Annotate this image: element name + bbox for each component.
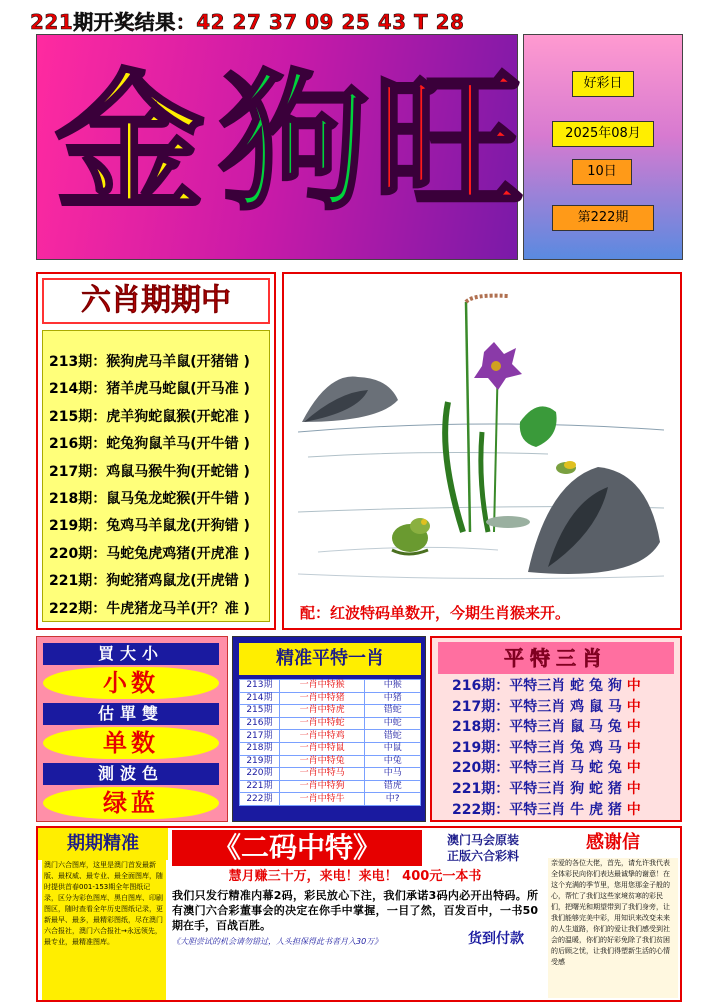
three-zodiac-panel xyxy=(430,636,682,822)
title-char-3: 旺 xyxy=(373,57,524,231)
promo-line: 慧月赚三十万，来电！来电！ 400元一本书 xyxy=(172,868,538,886)
table-row xyxy=(240,730,421,743)
table-row xyxy=(240,680,421,693)
result-cell: 错蛇 xyxy=(365,705,421,718)
list-item xyxy=(452,717,641,738)
table-row xyxy=(240,742,421,755)
title-char-1: 金 xyxy=(55,57,206,231)
promo-paragraph: 我们只发行精准内幕2码，彩民放心下注，我们承诺3码内必开出特码。所有澳门六合彩董事会的决定在你手中掌握，一目了然，百发百中，一书50期在手，百战百胜。 xyxy=(172,889,538,932)
one-zodiac-panel xyxy=(232,636,426,822)
thanks-text: 亲爱的各位大佬，首先，请允许我代表全体彩民向你们表达最诚挚的谢意！在这个充满的季节里，您用您那金子般的心，帮忙了我们这些家境贫寒的彩民们，把曙光和期望带到了我们身旁，让我们能够完美中彩，用知识来改变未来的人生道路，你们的爱让我们感受到社会的温暖，你们的好彩免除了我们贫困的后顾之忧，让我们得塑新生活的心情受感 xyxy=(548,858,678,998)
two-code-subtitle xyxy=(428,832,538,864)
promo-note: 《大胆尝试的机会请勿错过，人头担保得此书者月入30万》 xyxy=(172,937,383,946)
list-item: 222期：牛虎猪龙马羊(开？准 ) xyxy=(49,600,250,617)
hit-mark: 中 xyxy=(626,698,641,715)
table-row xyxy=(240,692,421,705)
issue-cell: 217期 xyxy=(240,730,280,743)
table-row xyxy=(240,717,421,730)
color-label: 測波色 xyxy=(43,763,219,785)
six-zodiac-panel xyxy=(36,272,276,630)
day-tag: 10日 xyxy=(572,159,632,185)
table-row xyxy=(240,755,421,768)
row-text: 218期：平特三肖 鼠 马 兔 xyxy=(452,719,622,736)
subtitle-line-2: 正版六合彩料 xyxy=(446,849,519,863)
size-answer: 小数 xyxy=(43,667,219,699)
color-answer: 绿蓝 xyxy=(43,787,219,819)
size-parity-color-panel xyxy=(36,636,228,822)
row-text: 219期：平特三肖 兔 鸡 马 xyxy=(452,739,622,756)
list-item: 217期：鸡鼠马猴牛狗(开蛇错 ) xyxy=(49,463,250,480)
title-banner xyxy=(36,34,524,260)
list-item: 220期：马蛇兔虎鸡猪(开虎准 ) xyxy=(49,545,250,562)
pick-cell: 一肖中特牛 xyxy=(279,793,365,806)
accurate-text: 澳门六合图库，这里是澳门首发最新版、最权威、最专业、最全面图库，随时提供首春001-153期全年图纸记录，区分为彩色图库、黑白图库、印刷图区，随时查看全年历史图纸记录，更新最早、最多，最精彩图纸，尽在澳门六合报社，澳门六合报社→永远领先，最专业，最精准图库。 xyxy=(42,860,166,1000)
issue-cell: 218期 xyxy=(240,742,280,755)
result-cell: 中蛇 xyxy=(365,717,421,730)
result-cell: 错蛇 xyxy=(365,730,421,743)
parity-label: 估單雙 xyxy=(43,703,219,725)
issue-cell: 219期 xyxy=(240,755,280,768)
table-row xyxy=(240,780,421,793)
hit-mark: 中 xyxy=(626,801,641,818)
issue-cell: 220期 xyxy=(240,768,280,781)
list-item: 215期：虎羊狗蛇鼠猴(开蛇准 ) xyxy=(49,408,250,425)
draw-result-text: 221期开奖结果：42 27 37 09 25 43 T 28 xyxy=(30,10,465,34)
lucky-day-tag: 好彩日 xyxy=(572,71,634,97)
one-zodiac-heading: 精准平特一肖 xyxy=(239,643,421,675)
issue-tag: 第222期 xyxy=(552,205,654,231)
pick-cell: 一肖中特蛇 xyxy=(279,717,365,730)
result-cell: 中? xyxy=(365,793,421,806)
subtitle-line-1: 澳门马会原装 xyxy=(446,833,519,847)
result-cell: 中鼠 xyxy=(365,742,421,755)
pick-cell: 一肖中特马 xyxy=(279,768,365,781)
list-item: 214期：猪羊虎马蛇鼠(开马准 ) xyxy=(49,381,250,398)
list-item: 219期：兔鸡马羊鼠龙(开狗错 ) xyxy=(49,518,250,535)
month-tag: 2025年08月 xyxy=(552,121,654,147)
three-zodiac-heading: 平特三肖 xyxy=(438,642,674,674)
issue-cell: 221期 xyxy=(240,780,280,793)
pick-cell: 一肖中特狗 xyxy=(279,780,365,793)
hit-mark: 中 xyxy=(626,719,641,736)
three-zodiac-list xyxy=(452,676,641,820)
result-cell: 中兔 xyxy=(365,755,421,768)
six-zodiac-heading: 六肖期期中 xyxy=(42,278,270,324)
one-zodiac-table xyxy=(239,679,421,806)
pick-cell: 一肖中特鸡 xyxy=(279,730,365,743)
picture-caption: 配：红波特码单数开，今期生肖猴来开。 xyxy=(300,604,571,622)
hit-mark: 中 xyxy=(626,739,641,756)
table-row xyxy=(240,768,421,781)
list-item xyxy=(452,676,641,697)
list-item: 216期：蛇兔狗鼠羊马(开牛错 ) xyxy=(49,436,250,453)
issue-cell: 214期 xyxy=(240,692,280,705)
title-char-2: 狗 xyxy=(219,57,370,231)
list-item: 213期：猴狗虎马羊鼠(开猪错 ) xyxy=(49,354,250,370)
issue-cell: 216期 xyxy=(240,717,280,730)
table-row xyxy=(240,793,421,806)
list-item xyxy=(452,800,641,821)
issue-cell: 213期 xyxy=(240,680,280,693)
two-code-title: 《二码中特》 xyxy=(172,830,422,866)
row-text: 220期：平特三肖 马 蛇 兔 xyxy=(452,760,622,777)
bottom-panel xyxy=(36,826,682,1002)
list-item xyxy=(452,738,641,759)
result-cell: 中马 xyxy=(365,768,421,781)
parity-answer: 单数 xyxy=(43,727,219,759)
pick-cell: 一肖中特鼠 xyxy=(279,742,365,755)
list-item: 218期：鼠马兔龙蛇猴(开牛错 ) xyxy=(49,491,250,508)
pick-cell: 一肖中特兔 xyxy=(279,755,365,768)
hit-mark: 中 xyxy=(626,780,641,797)
row-text: 217期：平特三肖 鸡 鼠 马 xyxy=(452,698,622,715)
issue-cell: 215期 xyxy=(240,705,280,718)
result-cell: 中猴 xyxy=(365,680,421,693)
size-label: 買大小 xyxy=(43,643,219,665)
list-item xyxy=(452,779,641,800)
pick-cell: 一肖中特猴 xyxy=(279,680,365,693)
list-item xyxy=(452,697,641,718)
thanks-heading: 感谢信 xyxy=(548,830,678,856)
table-row xyxy=(240,705,421,718)
list-item: 221期：狗蛇猪鸡鼠龙(开虎错 ) xyxy=(49,573,250,590)
issue-cell: 222期 xyxy=(240,793,280,806)
row-text: 222期：平特三肖 牛 虎 猪 xyxy=(452,801,622,818)
row-text: 221期：平特三肖 狗 蛇 猪 xyxy=(452,780,622,797)
cash-on-delivery: 货到付款 xyxy=(468,931,524,947)
pick-cell: 一肖中特猪 xyxy=(279,692,365,705)
lotus-frog-illustration xyxy=(298,282,664,594)
hit-mark: 中 xyxy=(626,678,641,694)
picture-panel xyxy=(282,272,682,630)
date-panel xyxy=(523,34,683,260)
row-text: 216期：平特三肖 蛇 兔 狗 xyxy=(452,678,622,694)
result-cell: 中猪 xyxy=(365,692,421,705)
hit-mark: 中 xyxy=(626,760,641,777)
list-item xyxy=(452,758,641,779)
pick-cell: 一肖中特虎 xyxy=(279,705,365,718)
accurate-heading: 期期精准 xyxy=(38,828,168,860)
six-zodiac-list xyxy=(42,330,270,622)
result-cell: 错虎 xyxy=(365,780,421,793)
